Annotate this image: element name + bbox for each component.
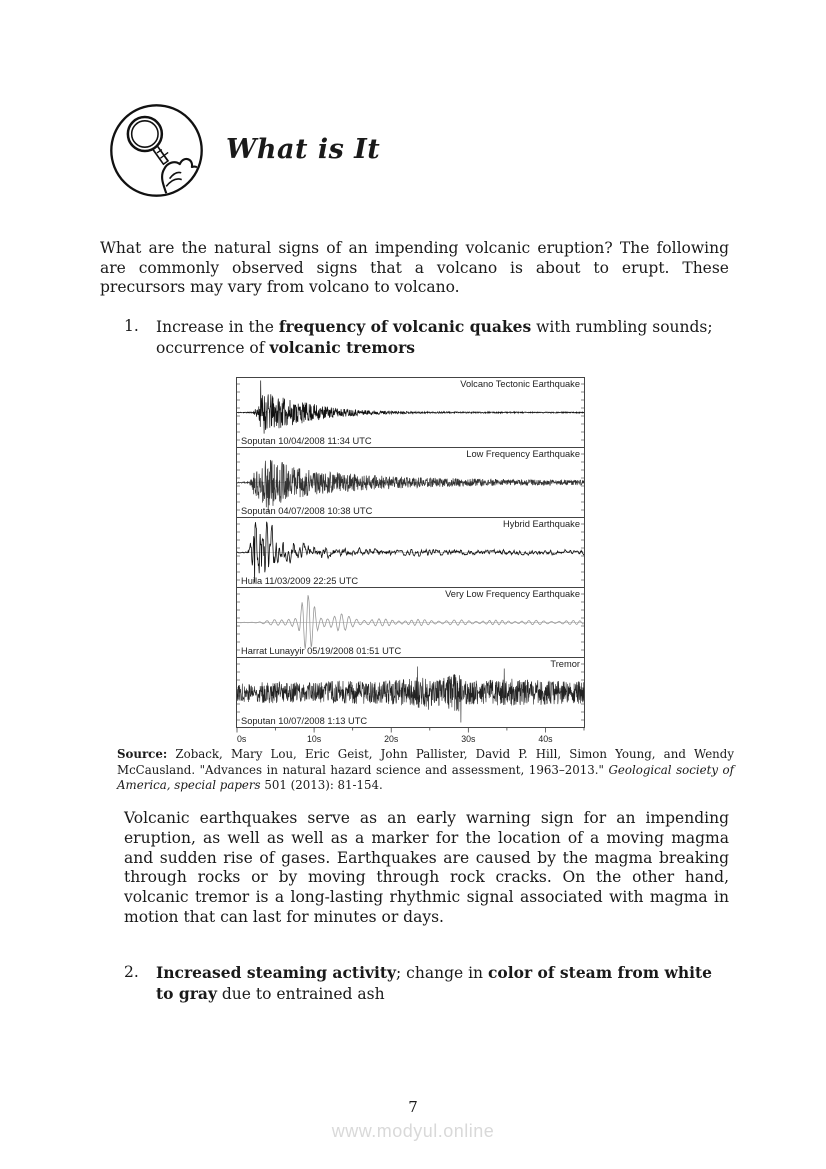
x-tick-label: 20s — [384, 734, 399, 744]
panel-label: Hybrid Earthquake — [503, 519, 580, 529]
seismogram-panel-1 — [237, 378, 584, 448]
seismogram-figure — [236, 377, 585, 745]
x-tick-label: 0s — [237, 734, 247, 744]
italic-text-segment: Geological society of America, special papers — [117, 762, 735, 793]
source-citation — [117, 747, 734, 794]
magnifying-glass-icon — [108, 102, 205, 199]
list-item-1 — [124, 317, 729, 358]
bold-text-segment: color of steam from white to gray — [156, 963, 713, 1003]
panel-label: Very Low Frequency Earthquake — [445, 589, 580, 599]
watermark: www.modyul.online — [331, 1121, 495, 1141]
explanation-paragraph: Volcanic earthquakes serve as an early warning sign for an impending eruption, as well as well as a marker for the location of a moving magma and sudden rise of gases. Earthquakes are caused by the magma breaking through rocks or by moving through rock cracks. On the other hand, volcanic tremor is a long-lasting rhythmic signal associated with magma in motion that can last for minutes or days. — [124, 809, 729, 926]
bold-text-segment: Increased steaming activity — [156, 963, 397, 982]
station-timestamp-label: Soputan 10/07/2008 1:13 UTC — [241, 716, 368, 726]
bold-text-segment: frequency of volcanic quakes — [278, 317, 532, 336]
station-timestamp-label: Harrat Lunayyir 05/19/2008 01:51 UTC — [241, 646, 402, 656]
bold-text-segment: volcanic tremors — [269, 337, 415, 357]
seismogram-panel-5 — [237, 658, 584, 727]
x-tick-label: 40s — [538, 734, 553, 744]
panel-label: Low Frequency Earthquake — [466, 449, 580, 459]
list-item-2-number: 2. — [124, 963, 139, 981]
text-segment: ; change in — [396, 964, 488, 982]
list-item-2 — [124, 963, 729, 1004]
magnifying-glass-icon-svg — [108, 102, 205, 199]
time-axis — [236, 728, 585, 745]
list-item-1-text — [156, 317, 729, 358]
panel-label: Volcano Tectonic Earthquake — [460, 379, 580, 389]
text-segment: due to entrained ash — [216, 984, 385, 1003]
source-label: Source: — [117, 747, 168, 761]
seismogram-panel-3 — [237, 518, 584, 588]
text-segment: 501 (2013): 81-154. — [260, 778, 383, 793]
seismogram-panels — [236, 377, 585, 728]
x-tick-label: 10s — [307, 734, 322, 744]
text-segment: with rumbling sounds; occurrence of — [156, 318, 713, 357]
station-timestamp-label: Soputan 04/07/2008 10:38 UTC — [241, 506, 373, 516]
station-timestamp-label: Huila 11/03/2009 22:25 UTC — [241, 576, 359, 586]
text-segment: Zoback, Mary Lou, Eric Geist, John Pallister, David P. Hill, Simon Young, and Wendy McCausland. "Advances in natural hazard science and assessment, 1963–2013." — [117, 747, 734, 777]
section-title: What is It — [226, 134, 381, 165]
intro-paragraph: What are the natural signs of an impending volcanic eruption? The following are commonly observed signs that a volcano is about to erupt. These precursors may vary from volcano to volcano. — [100, 239, 729, 297]
page-number: 7 — [408, 1098, 418, 1116]
panel-label: Tremor — [550, 659, 580, 669]
list-item-1-number: 1. — [124, 317, 139, 335]
list-item-2-text — [156, 963, 729, 1004]
seismogram-panel-2 — [237, 448, 584, 518]
x-tick-label: 30s — [461, 734, 476, 744]
seismogram-panel-4 — [237, 588, 584, 658]
text-segment: Increase in the — [156, 318, 279, 336]
station-timestamp-label: Soputan 10/04/2008 11:34 UTC — [241, 436, 372, 446]
